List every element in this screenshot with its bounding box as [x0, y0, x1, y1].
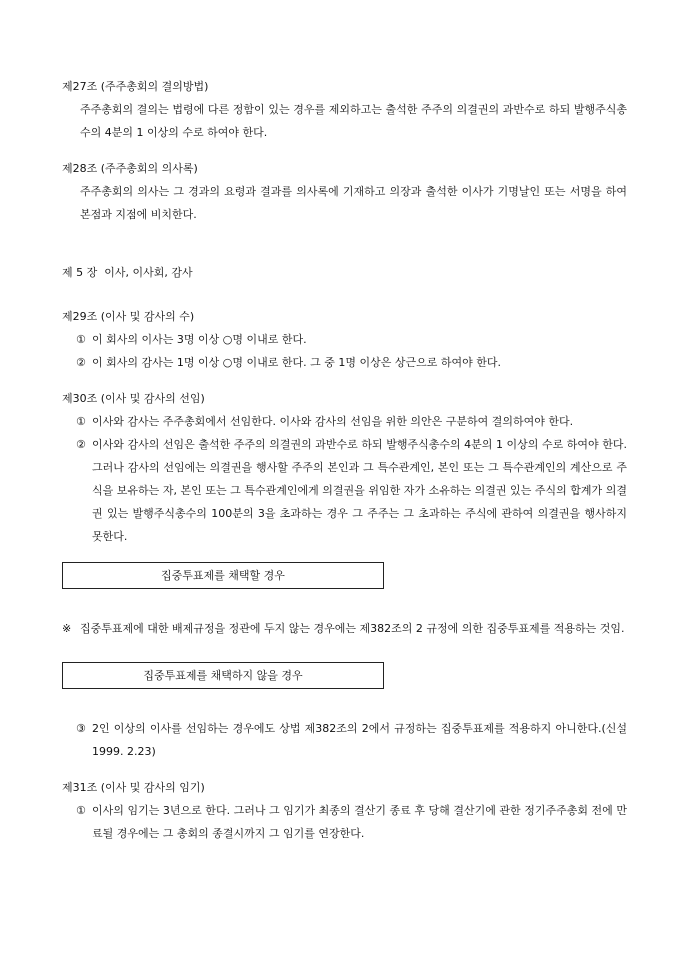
article-27-title: 제27조 (주주총회의 결의방법) [62, 80, 209, 93]
article-29-title: 제29조 (이사 및 감사의 수) [62, 310, 195, 323]
chapter-5-title: 제 5 장 이사, 이사회, 감사 [62, 266, 193, 279]
item-text: 이사와 감사의 선임은 출석한 주주의 의결권의 과반수로 하되 발행주식총수의 4분의 1 이상의 수로 하여야 한다. 그러나 감사의 선임에는 의결권을 행사할 주주의 본인과 그 특수관계인, 본인 또는 그 특수관계인의 계산으로 주식을 보유하는 자, 본인 또는 그 특수관계인에게 의결권을 위임한 자가 소유하는 의결권 있는 주식의 합계가 의결권 있는 발행주식총수의 100분의 3을 초과하는 경우 그 주주는 그 초과하는 주식에 관하여 의결권을 행사하지 못한다. [92, 438, 627, 543]
option-box-adopt-cumulative-voting: 집중투표제를 채택할 경우 [62, 562, 384, 589]
document [62, 76, 627, 845]
note-mark: ※ [62, 622, 72, 635]
article-30-item-2 [62, 433, 627, 548]
item-number: ① [76, 804, 86, 817]
article-30-item-1 [62, 410, 627, 433]
article-29-item-1 [62, 328, 627, 351]
article-27-body: 주주총회의 결의는 법령에 다른 정함이 있는 경우를 제외하고는 출석한 주주의 의결권의 과반수로 하되 발행주식총수의 4분의 1 이상의 수로 하여야 한다. [80, 103, 627, 139]
item-number: ① [76, 333, 86, 346]
article-30-item-3 [62, 717, 627, 763]
item-text: 이 회사의 감사는 1명 이상 ○명 이내로 한다. 그 중 1명 이상은 상근으로 하여야 한다. [92, 356, 501, 369]
item-text: 이 회사의 이사는 3명 이상 ○명 이내로 한다. [92, 333, 307, 346]
article-31-item-1 [62, 799, 627, 845]
article-31-title: 제31조 (이사 및 감사의 임기) [62, 781, 205, 794]
item-number: ② [76, 438, 86, 451]
cumulative-voting-note [62, 617, 627, 640]
item-text: 이사의 임기는 3년으로 한다. 그러나 그 임기가 최종의 결산기 종료 후 당해 결산기에 관한 정기주주총회 전에 만료될 경우에는 그 총회의 종결시까지 그 임기를 연장한다. [92, 804, 627, 840]
item-text: 2인 이상의 이사를 선임하는 경우에도 상법 제382조의 2에서 규정하는 집중투표제를 적용하지 아니한다.(신설 1999. 2.23) [92, 722, 627, 758]
item-text: 이사와 감사는 주주총회에서 선임한다. 이사와 감사의 선임을 위한 의안은 구분하여 결의하여야 한다. [92, 415, 574, 428]
item-number: ③ [76, 722, 86, 735]
item-number: ① [76, 415, 86, 428]
option-box-exclude-cumulative-voting: 집중투표제를 채택하지 않을 경우 [62, 662, 384, 689]
article-28-body: 주주총회의 의사는 그 경과의 요령과 결과를 의사록에 기재하고 의장과 출석한 이사가 기명날인 또는 서명을 하여 본점과 지점에 비치한다. [80, 185, 627, 221]
article-29-item-2 [62, 351, 627, 374]
item-number: ② [76, 356, 86, 369]
article-28-title: 제28조 (주주총회의 의사록) [62, 162, 198, 175]
note-text: 집중투표제에 대한 배제규정을 정관에 두지 않는 경우에는 제382조의 2 규정에 의한 집중투표제를 적용하는 것임. [80, 622, 625, 635]
article-30-title: 제30조 (이사 및 감사의 선임) [62, 392, 205, 405]
